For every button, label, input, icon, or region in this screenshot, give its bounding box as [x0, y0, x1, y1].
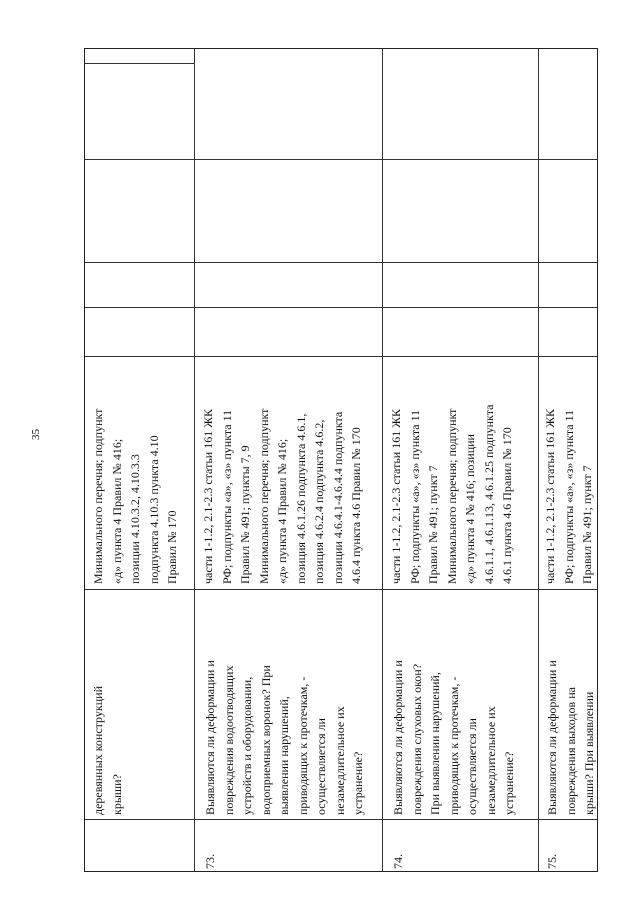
page-number: 35	[30, 429, 42, 440]
reference-line: РФ; подпункты «а», «з» пункта 11	[407, 409, 422, 584]
row-divider	[194, 49, 195, 871]
reference-line: части 1-1.2, 2.1-2.3 статьи 161 ЖК	[389, 409, 403, 584]
reference-line: Правил № 491; пункт 7	[580, 465, 594, 584]
reference-line: Минимального перечня; подпункт	[256, 408, 271, 584]
column-divider	[85, 159, 597, 160]
reference-line: части 1-1.2, 2.1-2.3 статьи 161 ЖК	[201, 409, 215, 584]
reference-line: Правил № 491; пункт 7	[426, 465, 440, 584]
question-line: повреждения водоотводящих	[221, 665, 236, 815]
column-divider	[85, 262, 597, 263]
question-line: Выявляются ли деформации и	[203, 660, 217, 815]
row-divider	[538, 49, 539, 871]
question-line: устранение?	[351, 751, 365, 815]
column-divider	[85, 819, 597, 820]
column-divider	[85, 307, 597, 308]
question-line: Выявляются ли деформации и	[545, 660, 559, 815]
question-line: При выявлении нарушений,	[428, 672, 442, 815]
question-cell	[389, 660, 519, 815]
reference-line: РФ; подпункты «а», «з» пункта 11	[219, 409, 234, 584]
row-number: 75.	[545, 854, 559, 869]
question-line: выявлении нарушений,	[277, 696, 291, 815]
reference-line: части 1-1.2, 2.1-2.3 статьи 161 ЖК	[543, 409, 557, 584]
row-number: 73.	[203, 854, 217, 869]
reference-line: «д» пункта 4 Правил № 416;	[275, 438, 289, 584]
reference-line: Минимального перечня; подпункт	[91, 408, 105, 584]
question-line: повреждения выходов на	[563, 687, 578, 815]
column-divider	[85, 63, 194, 64]
row-number: 74.	[391, 854, 405, 869]
reference-line: позиции 4.10.3.2, 4.10.3.3	[128, 454, 142, 584]
reference-cell	[387, 405, 517, 584]
reference-line: позиция 4.6.2.4 подпункта 4.6.2,	[312, 419, 326, 584]
reference-line: РФ; подпункты «а», «з» пункта 11	[561, 409, 576, 584]
reference-line: позиция 4.6.1.26 подпункта 4.6.1,	[293, 413, 308, 584]
question-line: Выявляются ли деформации и	[391, 660, 405, 815]
reference-line: Минимального перечня; подпункт	[444, 408, 459, 584]
row-divider	[382, 49, 383, 871]
question-cell	[543, 660, 599, 815]
question-line: деревянных конструкций	[91, 686, 105, 815]
column-divider	[85, 589, 597, 590]
reference-line: подпункта 4.10.3 пункта 4.10	[146, 435, 161, 584]
reference-cell	[541, 409, 597, 584]
question-line: повреждения слуховых окон?	[409, 663, 424, 815]
question-line: устройств и оборудовании,	[240, 676, 254, 815]
question-line: незамедлительное их	[483, 706, 498, 815]
question-line: незамедлительное их	[332, 706, 347, 815]
question-cell	[89, 686, 126, 815]
reference-cell	[89, 409, 182, 584]
question-line: крыши?	[109, 774, 124, 815]
question-line: осуществляется ли	[314, 718, 328, 815]
question-cell	[201, 660, 368, 815]
inspection-table	[84, 48, 598, 872]
reference-line: 4.6.1.1, 4.6.1.13, 4.6.1.25 подпункта	[481, 404, 496, 584]
reference-line: Правил № 491; пункты 7, 9	[238, 445, 252, 584]
question-line: водоприемных воронок? При	[258, 665, 273, 815]
reference-line: позиции 4.6.4.1-4.6.4.4 подпункта	[330, 411, 345, 584]
question-line: устранение?	[502, 751, 516, 815]
reference-line: 4.6.1 пункта 4.6 Правил № 170	[500, 427, 514, 584]
reference-line: «д» пункта 4 № 416; позиции	[463, 434, 477, 584]
reference-line: «д» пункта 4 Правил № 416;	[109, 438, 124, 584]
reference-line: 4.6.4 пункта 4.6 Правил № 170	[349, 427, 363, 584]
question-line: осуществляется ли	[465, 718, 479, 815]
question-line: приводящих к протечкам, -	[446, 676, 461, 815]
column-divider	[85, 356, 597, 357]
question-line: крыши? При выявлении	[582, 691, 596, 815]
question-line: приводящих к протечкам, -	[295, 676, 310, 815]
reference-cell	[199, 409, 366, 584]
reference-line: Правил № 170	[165, 510, 179, 584]
